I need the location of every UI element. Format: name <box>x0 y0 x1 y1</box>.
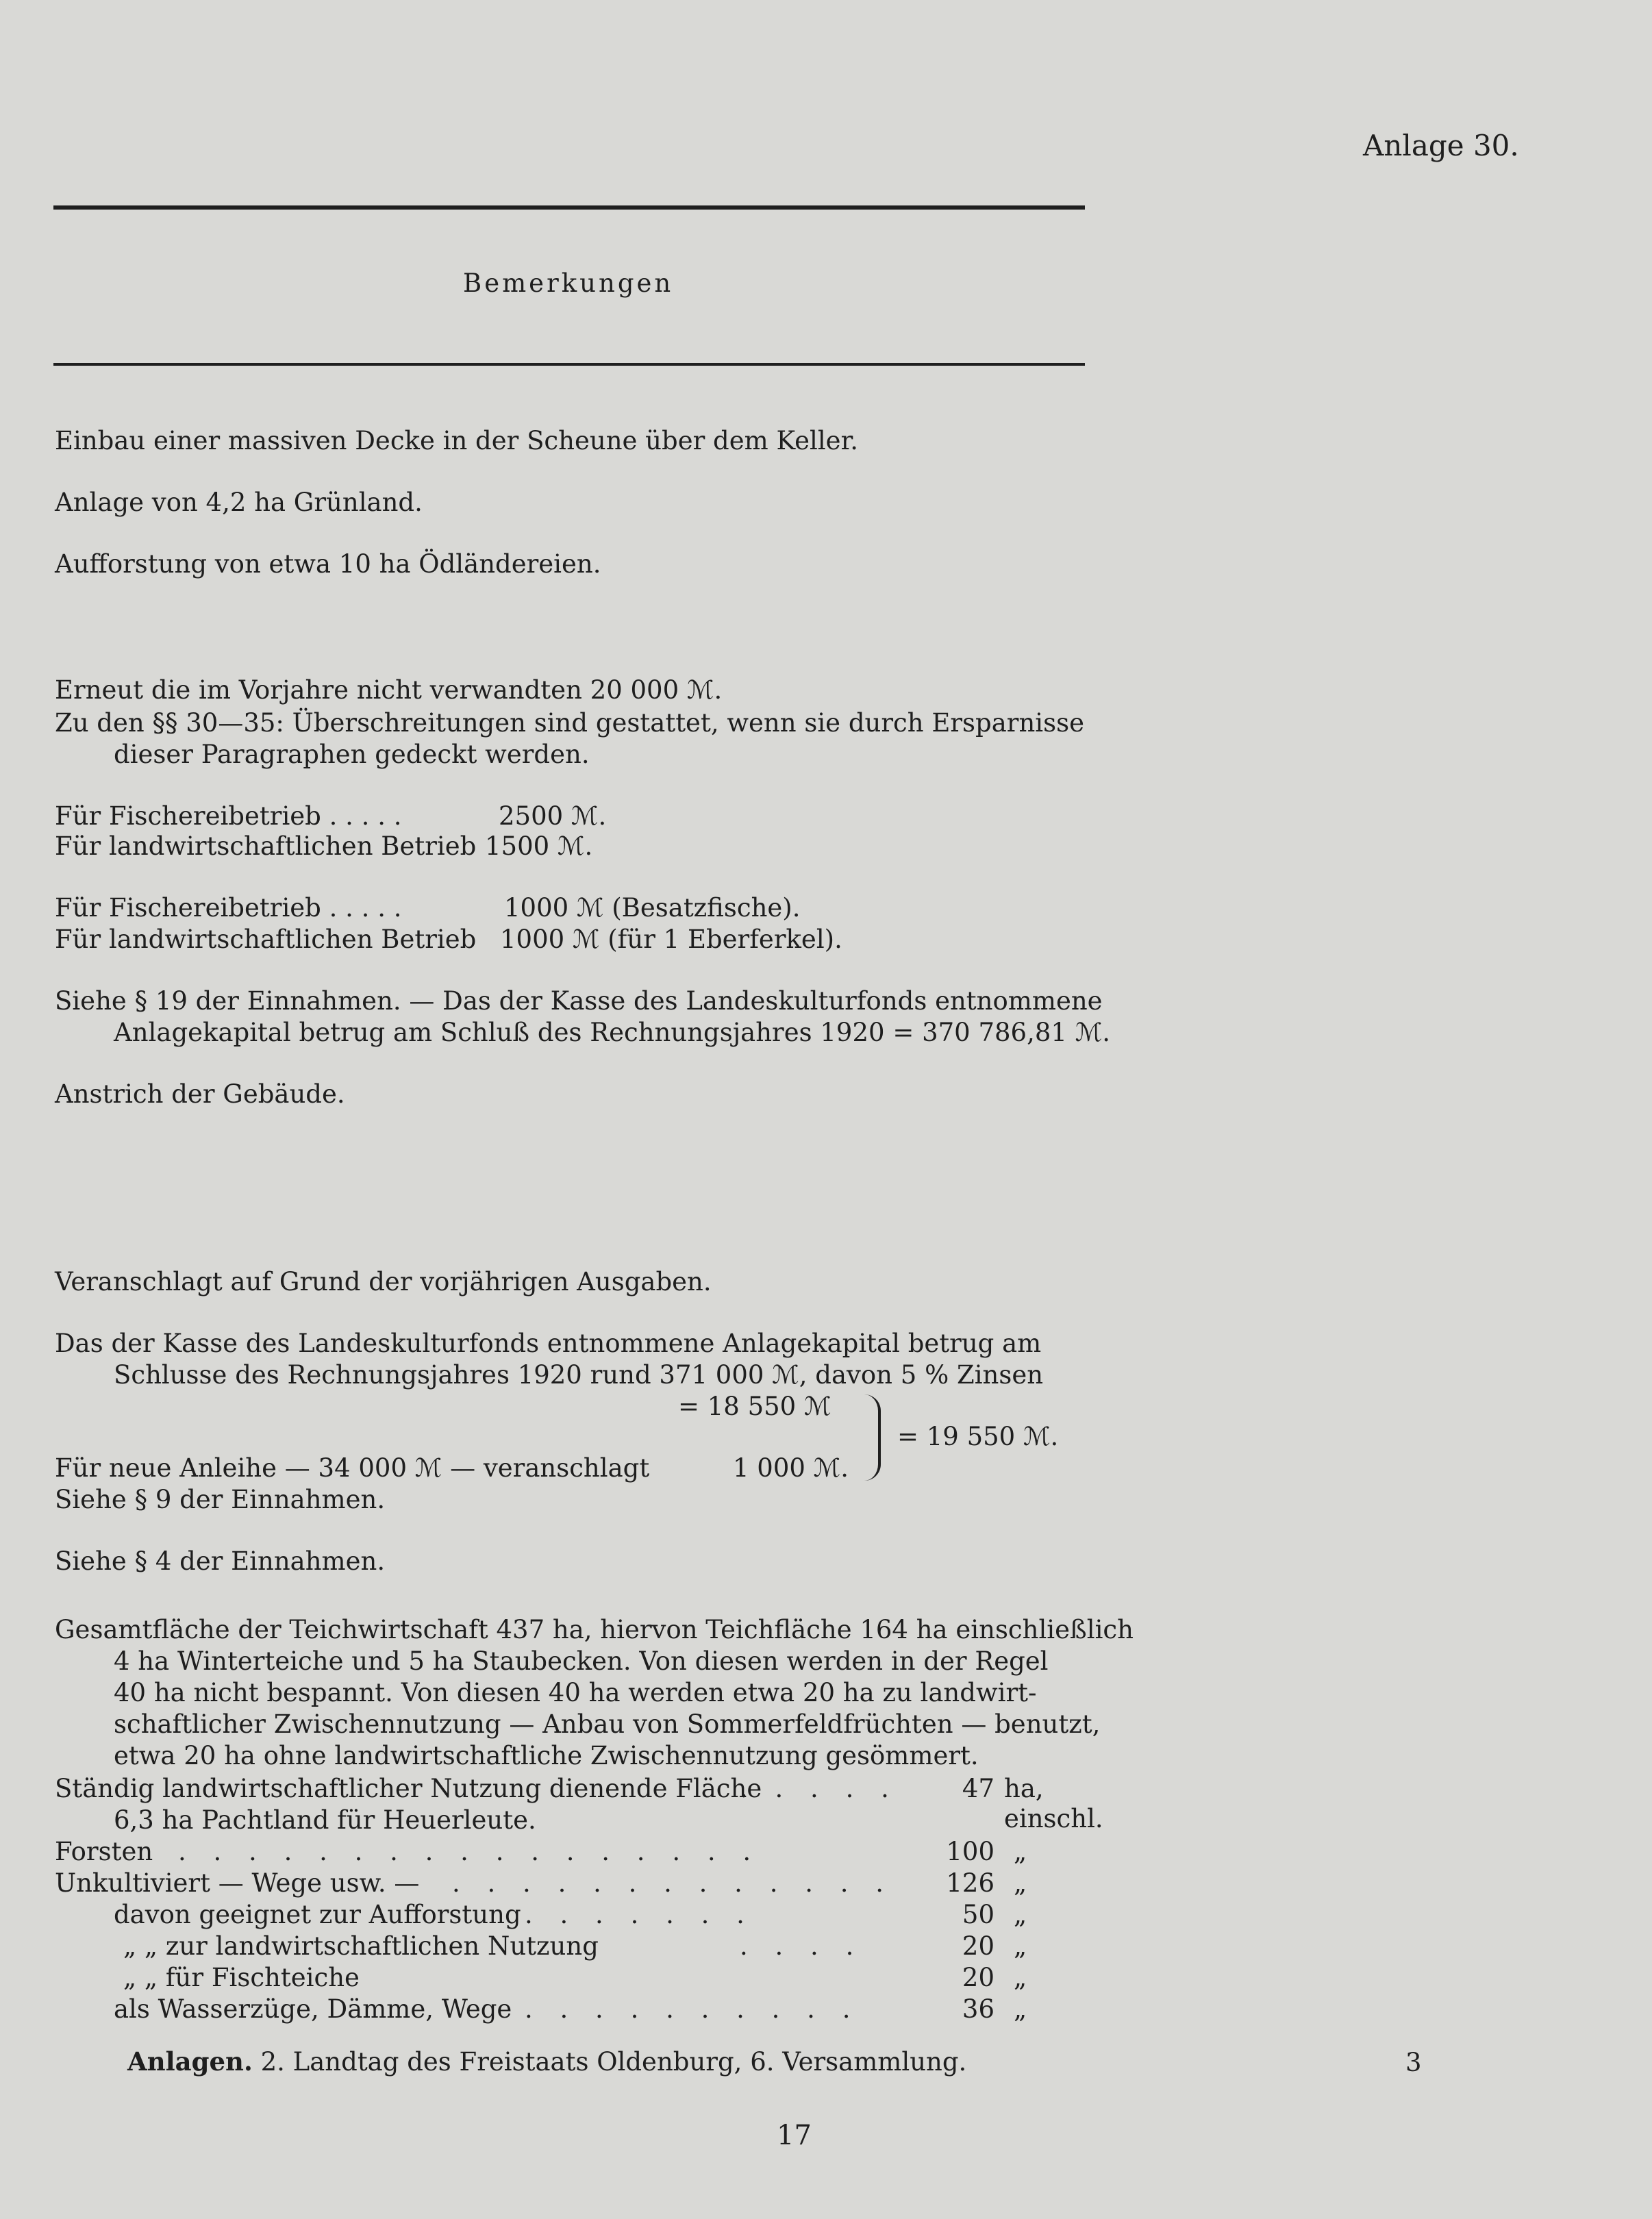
remark-11-line1: Das der Kasse des Landeskulturfonds entnommene Anlagekapital betrug am <box>55 1329 1042 1358</box>
remark-7b-value: 1000 ℳ (für 1 Eberferkel). <box>500 925 842 954</box>
land-row-label: als Wasserzüge, Dämme, Wege <box>114 1994 512 2024</box>
remark-7a-label: Für Fischereibetrieb . . . . . <box>55 893 402 923</box>
land-row-unit: „ <box>1014 1963 1027 1992</box>
remark-7a-value: 1000 ℳ (Besatzfische). <box>504 893 801 923</box>
remark-4: Erneut die im Vorjahre nicht verwandten 20 000 ℳ. <box>55 675 723 705</box>
land-row-value: 100 <box>946 1837 994 1866</box>
land-row-label: Forsten <box>55 1837 153 1866</box>
land-row-unit: ha, einschl. <box>1004 1774 1103 1834</box>
remark-11-line2: Schlusse des Rechnungsjahres 1920 rund 371 000 ℳ, davon 5 % Zinsen <box>114 1360 1044 1390</box>
remark-9: Anstrich der Gebäude. <box>55 1079 345 1109</box>
column-title: Bemerkungen <box>463 268 674 298</box>
land-row-dots: . . . . . . . <box>525 1900 754 1929</box>
remark-2: Anlage von 4,2 ha Grünland. <box>55 488 423 517</box>
remark-12: Siehe § 9 der Einnahmen. <box>55 1485 386 1514</box>
land-row-dots: . . . . <box>740 1931 864 1961</box>
land-row-dots: . . . . . . . . . . . . . . . . . <box>178 1837 761 1866</box>
remark-11-total: = 19 550 ℳ. <box>897 1422 1059 1451</box>
remark-5-line1: Zu den §§ 30—35: Überschreitungen sind gestattet, wenn sie durch Ersparnisse <box>55 708 1084 738</box>
remark-14-line4: schaftlicher Zwischennutzung — Anbau von Sommerfeldfrüchten — benutzt, <box>114 1709 1101 1739</box>
land-row-unit: „ <box>1014 1994 1027 2024</box>
remark-11-interest: = 18 550 ℳ <box>678 1392 831 1421</box>
land-row-value: 47 <box>962 1774 994 1803</box>
remark-11-loan-value: 1 000 ℳ. <box>733 1453 849 1483</box>
remark-6a-label: Für Fischereibetrieb . . . . . <box>55 801 402 831</box>
land-row-unit: „ <box>1014 1900 1027 1929</box>
land-row-unit: „ <box>1014 1868 1027 1898</box>
remark-8-line2: Anlagekapital betrug am Schluß des Rechnungsjahres 1920 = 370 786,81 ℳ. <box>114 1018 1111 1047</box>
appendix-label: Anlage 30. <box>1363 129 1519 162</box>
land-row <box>123 1963 1151 1994</box>
land-row-dots: . . . . . <box>740 1774 899 1803</box>
land-row <box>55 1868 1082 1900</box>
land-row-label: Unkultiviert — Wege usw. — <box>55 1868 420 1898</box>
land-row-value: 20 <box>962 1963 994 1992</box>
remark-14-line3: 40 ha nicht bespannt. Von diesen 40 ha werden etwa 20 ha zu landwirt- <box>114 1678 1037 1707</box>
source-bold: Anlagen. <box>127 2046 253 2077</box>
remark-8-line1: Siehe § 19 der Einnahmen. — Das der Kasse des Landeskulturfonds entnommene <box>55 986 1103 1016</box>
land-row-label: „ „ für Fischteiche <box>123 1963 360 1992</box>
land-row-label: davon geeignet zur Aufforstung <box>114 1900 521 1929</box>
land-row <box>114 1994 1141 2026</box>
sheet-number: 3 <box>1405 2048 1422 2077</box>
remark-14-line2: 4 ha Winterteiche und 5 ha Staubecken. Von diesen werden in der Regel <box>114 1646 1049 1676</box>
sum-brace <box>864 1394 881 1481</box>
land-row-label: „ „ zur landwirtschaftlichen Nutzung <box>123 1931 599 1961</box>
remark-6a-value: 2500 ℳ. <box>499 801 607 831</box>
remark-14-line1: Gesamtfläche der Teichwirtschaft 437 ha, hiervon Teichfläche 164 ha einschließlich <box>55 1615 1134 1644</box>
land-row-value: 50 <box>962 1900 994 1929</box>
land-row-label: 6,3 ha Pachtland für Heuerleute. <box>114 1805 536 1835</box>
top-rule <box>53 205 1085 210</box>
land-row-value: 20 <box>962 1931 994 1961</box>
land-row <box>123 1931 1151 1963</box>
remark-11-loan-label: Für neue Anleihe — 34 000 ℳ — veranschlagt <box>55 1453 650 1483</box>
remark-6b-value: 1500 ℳ. <box>485 831 593 861</box>
remark-3: Aufforstung von etwa 10 ha Ödländereien. <box>55 549 601 579</box>
land-row-value: 36 <box>962 1994 994 2024</box>
land-row-dots: . . . . . . . . . . . . . <box>452 1868 894 1898</box>
remark-13: Siehe § 4 der Einnahmen. <box>55 1546 386 1576</box>
remark-14-line5: etwa 20 ha ohne landwirtschaftliche Zwischennutzung gesömmert. <box>114 1741 979 1770</box>
remark-6b-label: Für landwirtschaftlichen Betrieb <box>55 831 477 861</box>
land-row <box>114 1900 1141 1931</box>
land-row <box>55 1837 1082 1868</box>
land-row-dots: . . . . . . . . . . <box>525 1994 860 2024</box>
remark-7b-label: Für landwirtschaftlichen Betrieb <box>55 925 477 954</box>
land-row-label: Ständig landwirtschaftlicher Nutzung dienende Fläche <box>55 1774 762 1803</box>
remark-10: Veranschlagt auf Grund der vorjährigen Ausgaben. <box>55 1267 712 1296</box>
page-number: 17 <box>777 2120 812 2151</box>
source-text: 2. Landtag des Freistaats Oldenburg, 6. Versammlung. <box>260 2047 967 2077</box>
remark-1: Einbau einer massiven Decke in der Scheune über dem Keller. <box>55 426 858 455</box>
land-row-value: 126 <box>946 1868 994 1898</box>
land-row-unit: „ <box>1014 1837 1027 1866</box>
title-rule <box>53 363 1085 366</box>
land-row <box>114 1805 1141 1837</box>
source-line <box>127 2046 966 2077</box>
land-row-unit: „ <box>1014 1931 1027 1961</box>
remark-5-line2: dieser Paragraphen gedeckt werden. <box>114 740 590 769</box>
